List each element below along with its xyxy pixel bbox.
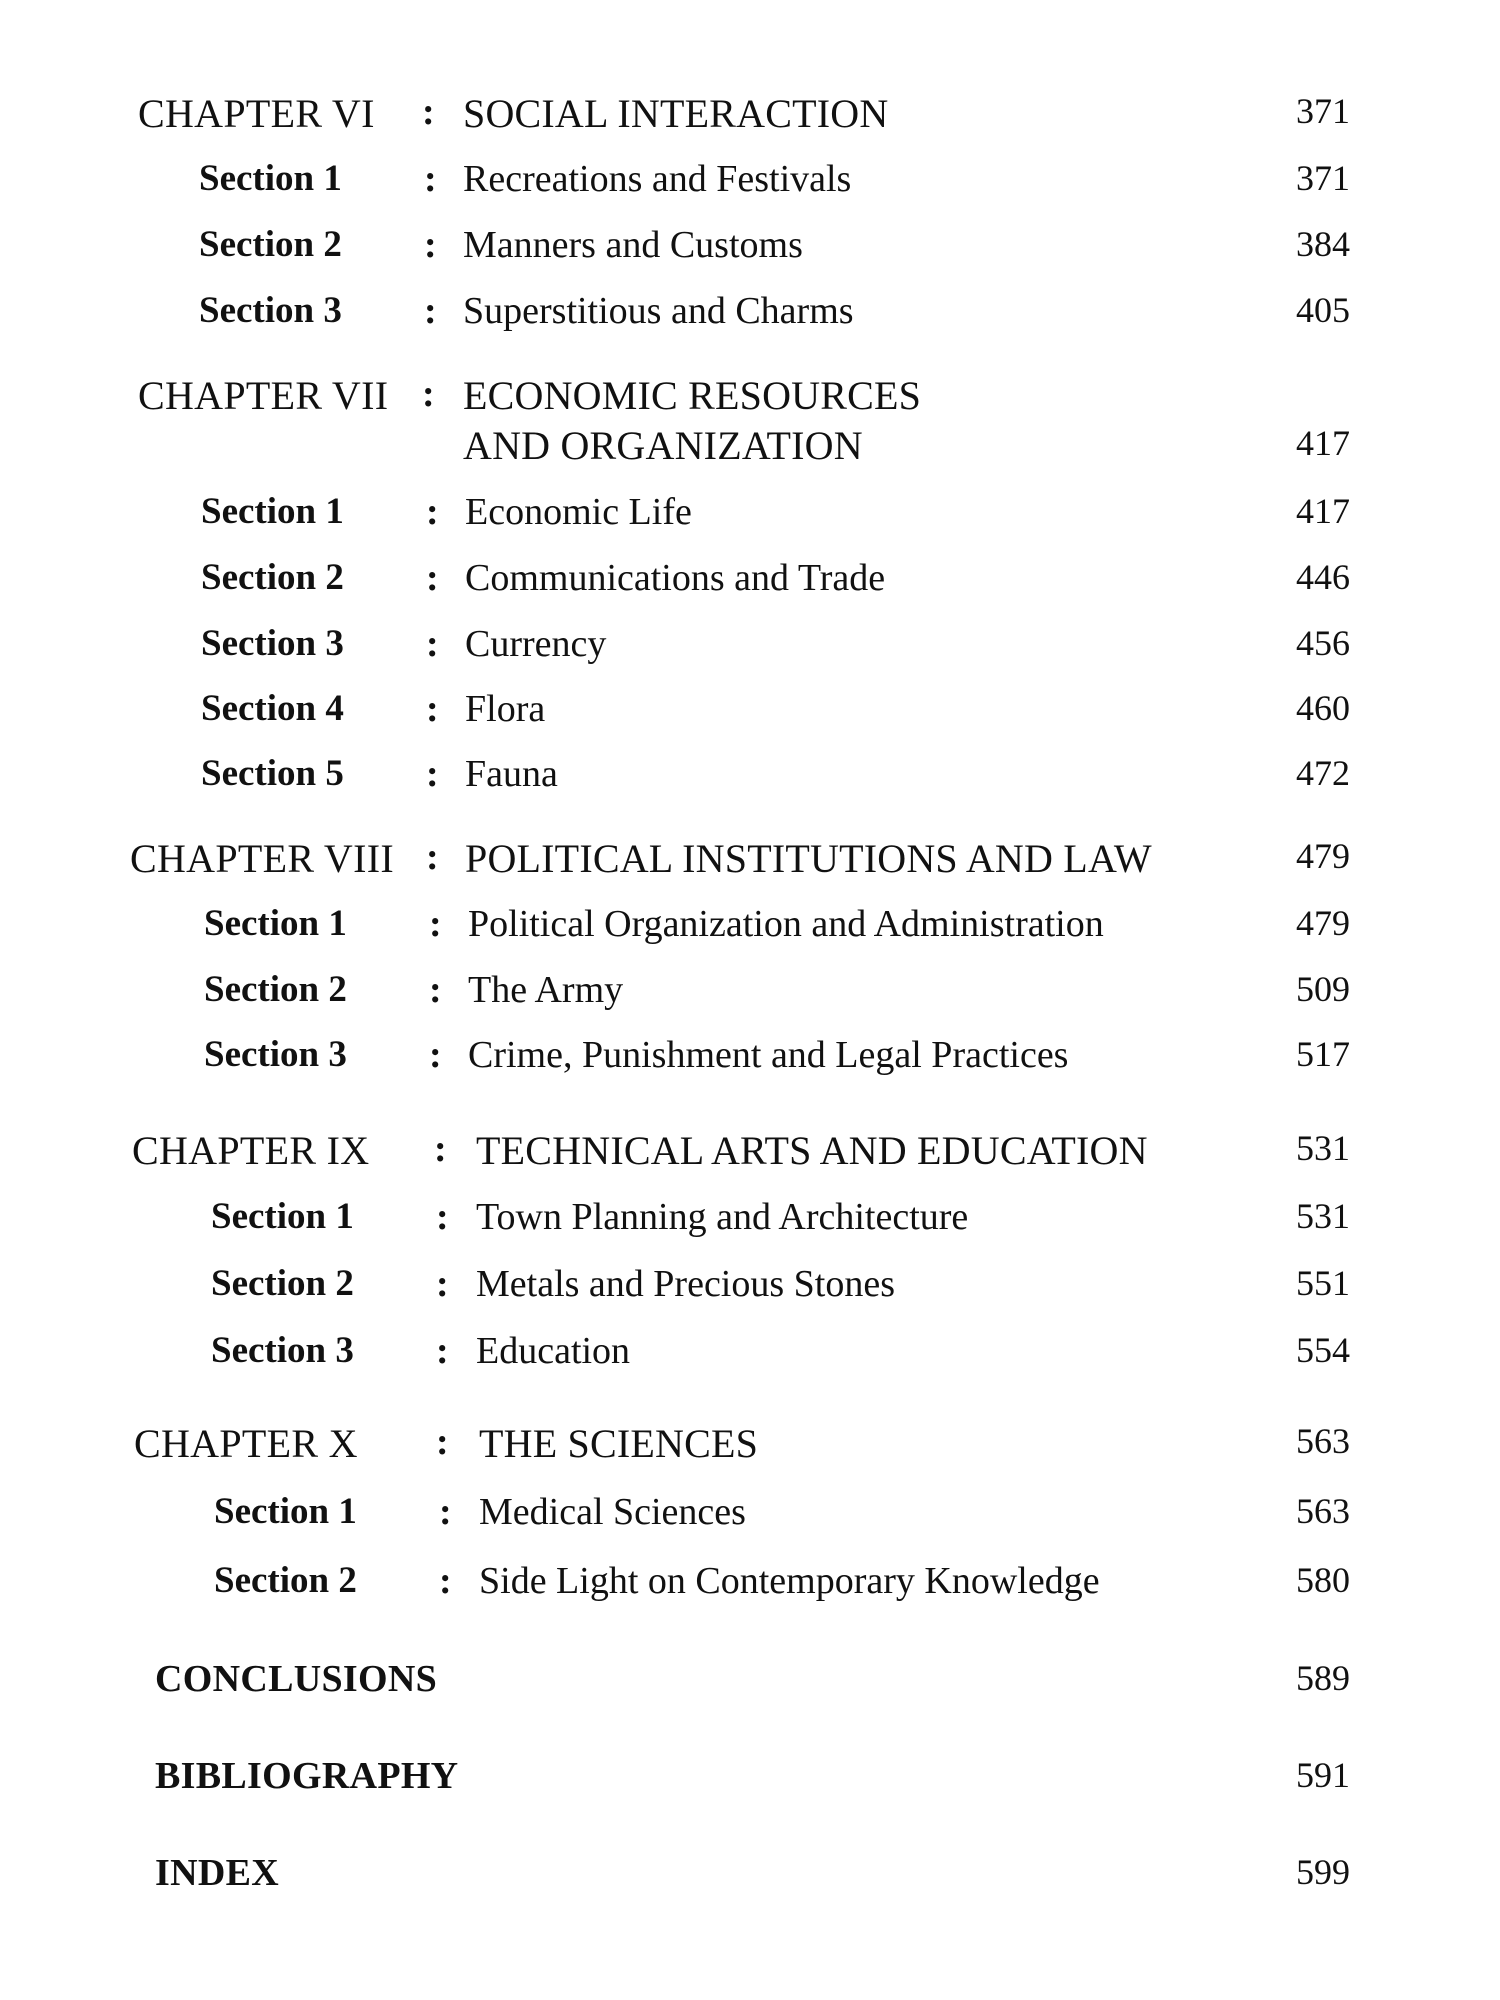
section-row: [0, 1490, 1500, 1550]
page-number: 417: [1296, 423, 1350, 463]
separator: :: [429, 969, 442, 1011]
separator: :: [436, 1263, 449, 1305]
section-title: Metals and Precious Stones: [476, 1263, 896, 1305]
separator: :: [422, 91, 435, 133]
page-number: 384: [1296, 224, 1350, 264]
section-row: [0, 1033, 1500, 1093]
chapter-title: THE SCIENCES: [479, 1421, 759, 1466]
section-row: [0, 556, 1500, 616]
section-title: Recreations and Festivals: [463, 158, 852, 200]
separator: :: [424, 290, 437, 332]
section-label: Section 1: [201, 491, 344, 532]
page-number: 417: [1296, 491, 1350, 531]
separator: :: [426, 688, 439, 730]
section-label: Section 1: [214, 1491, 357, 1532]
page-number: 517: [1296, 1034, 1350, 1074]
section-row: [0, 968, 1500, 1028]
chapter-title-line-2: AND ORGANIZATION: [463, 423, 863, 468]
separator: :: [426, 557, 439, 599]
section-row: [0, 490, 1500, 550]
section-title: Political Organization and Administration: [468, 903, 1104, 945]
chapter-label: CHAPTER IX: [132, 1128, 370, 1173]
separator: :: [436, 1421, 449, 1463]
page-number: 371: [1296, 91, 1350, 131]
back-matter-label: BIBLIOGRAPHY: [155, 1755, 459, 1797]
section-title: Communications and Trade: [465, 557, 886, 599]
back-matter-label: INDEX: [155, 1852, 279, 1894]
section-title: Town Planning and Architecture: [476, 1196, 969, 1238]
page-number: 580: [1296, 1560, 1350, 1600]
chapter-label: CHAPTER X: [134, 1421, 358, 1466]
chapter-label: CHAPTER VI: [138, 91, 375, 136]
separator: :: [436, 1330, 449, 1372]
page-number: 563: [1296, 1491, 1350, 1531]
section-label: Section 1: [204, 903, 347, 944]
section-row: [0, 752, 1500, 812]
section-label: Section 3: [199, 290, 342, 331]
section-label: Section 3: [204, 1034, 347, 1075]
page-number: 531: [1296, 1196, 1350, 1236]
page-number: 479: [1296, 836, 1350, 876]
section-title: Crime, Punishment and Legal Practices: [468, 1034, 1069, 1076]
page-number: 531: [1296, 1128, 1350, 1168]
section-label: Section 3: [201, 623, 344, 664]
page-number: 460: [1296, 688, 1350, 728]
section-label: Section 2: [211, 1263, 354, 1304]
separator: :: [439, 1491, 452, 1533]
section-label: Section 2: [204, 969, 347, 1010]
page-number: 446: [1296, 557, 1350, 597]
section-title: The Army: [468, 969, 624, 1011]
page-number: 479: [1296, 903, 1350, 943]
chapter-row: [0, 835, 1500, 895]
back-matter-row: [0, 1657, 1500, 1717]
section-label: Section 1: [199, 158, 342, 199]
separator: :: [424, 224, 437, 266]
section-label: Section 1: [211, 1196, 354, 1237]
section-row: [0, 289, 1500, 349]
section-label: Section 5: [201, 753, 344, 794]
page-number: 563: [1296, 1421, 1350, 1461]
section-title: Medical Sciences: [479, 1491, 746, 1533]
chapter-label: CHAPTER VIII: [130, 836, 394, 881]
page-number: 509: [1296, 969, 1350, 1009]
page-number: 371: [1296, 158, 1350, 198]
section-row: [0, 157, 1500, 217]
separator: :: [429, 1034, 442, 1076]
page-number: 551: [1296, 1263, 1350, 1303]
section-title: Education: [476, 1330, 631, 1372]
section-row: [0, 1195, 1500, 1255]
chapter-title: POLITICAL INSTITUTIONS AND LAW: [465, 836, 1152, 881]
separator: :: [434, 1128, 447, 1170]
page-number: 472: [1296, 753, 1350, 793]
separator: :: [424, 158, 437, 200]
section-title: Fauna: [465, 753, 558, 795]
section-row: [0, 1262, 1500, 1322]
page-number: 554: [1296, 1330, 1350, 1370]
section-title: Side Light on Contemporary Knowledge: [479, 1560, 1100, 1602]
page-number: 405: [1296, 290, 1350, 330]
section-row: [0, 1329, 1500, 1389]
back-matter-label: CONCLUSIONS: [155, 1658, 438, 1700]
chapter-row-continuation: [0, 422, 1500, 482]
section-label: Section 3: [211, 1330, 354, 1371]
section-title: Economic Life: [465, 491, 692, 533]
page-number: 599: [1296, 1852, 1350, 1892]
separator: :: [426, 836, 439, 878]
chapter-row: [0, 90, 1500, 150]
section-title: Currency: [465, 623, 607, 665]
separator: :: [426, 491, 439, 533]
section-label: Section 2: [199, 224, 342, 265]
page-number: 591: [1296, 1755, 1350, 1795]
section-label: Section 4: [201, 688, 344, 729]
separator: :: [439, 1560, 452, 1602]
chapter-row: [0, 1420, 1500, 1480]
chapter-title: SOCIAL INTERACTION: [463, 91, 889, 136]
section-row: [0, 622, 1500, 682]
back-matter-row: [0, 1851, 1500, 1911]
chapter-title-line-1: ECONOMIC RESOURCES: [463, 373, 922, 418]
separator: :: [436, 1196, 449, 1238]
section-title: Manners and Customs: [463, 224, 803, 266]
chapter-row: [0, 1127, 1500, 1187]
section-row: [0, 902, 1500, 962]
section-label: Section 2: [214, 1560, 357, 1601]
section-row: [0, 223, 1500, 283]
separator: :: [429, 903, 442, 945]
separator: :: [426, 623, 439, 665]
page-number: 589: [1296, 1658, 1350, 1698]
section-row: [0, 687, 1500, 747]
section-label: Section 2: [201, 557, 344, 598]
section-row: [0, 1559, 1500, 1619]
separator: :: [422, 373, 435, 415]
section-title: Flora: [465, 688, 546, 730]
back-matter-row: [0, 1754, 1500, 1814]
page-number: 456: [1296, 623, 1350, 663]
section-title: Superstitious and Charms: [463, 290, 854, 332]
separator: :: [426, 753, 439, 795]
chapter-label: CHAPTER VII: [138, 373, 389, 418]
chapter-title: TECHNICAL ARTS AND EDUCATION: [476, 1128, 1148, 1173]
